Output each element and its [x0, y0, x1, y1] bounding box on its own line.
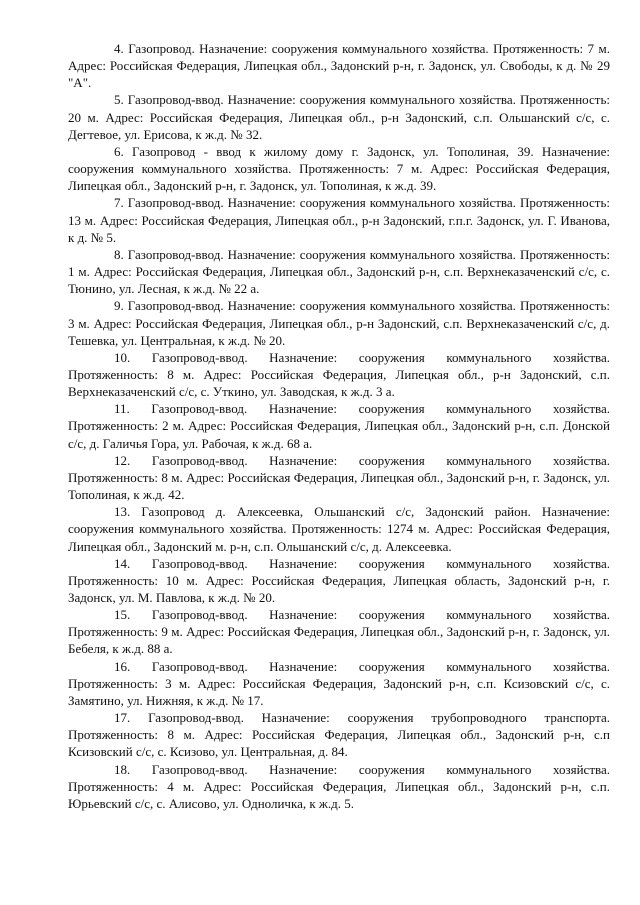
list-item-11: 11. Газопровод-ввод. Назначение: сооружения коммунального хозяйства. Протяженность: 2 м. Адрес: Российская Федерация, Липецкая обл., Задонский р-н, с.п. Донской с/с, д. Галичья Гора, ул. Рабочая, к ж.д. 68 а. [68, 401, 610, 451]
list-item-8: 8. Газопровод-ввод. Назначение: сооружения коммунального хозяйства. Протяженность: 1 м. Адрес: Российская Федерация, Липецкая обл., Задонский р-н, с.п. Верхнеказаченский с/с, с. Тюнино, ул. Лесная, к ж.д. № 22 а. [68, 246, 610, 297]
list-item-18: 18. Газопровод-ввод. Назначение: сооружения коммунального хозяйства. Протяженность: 4 м. Адрес: Российская Федерация, Липецкая обл., Задонский р-н, с.п. Юрьевский с/с, с. Алисово, ул. Одноличка, к ж.д. 5. [68, 761, 610, 811]
list-item-4: 4. Газопровод. Назначение: сооружения коммунального хозяйства. Протяженность: 7 м. Адрес: Российская Федерация, Липецкая обл., Задонский р-н, г. Задонск, ул. Свободы, к д. № 29 "А". [68, 41, 610, 91]
list-item-14: 14. Газопровод-ввод. Назначение: сооружения коммунального хозяйства. Протяженность: 10 м. Адрес: Российская Федерация, Липецкая область, Задонский р-н, г. Задонск, ул. М. Павлова, к ж.д. № 20. [68, 555, 610, 605]
list-item-9: 9. Газопровод-ввод. Назначение: сооружения коммунального хозяйства. Протяженность: 3 м. Адрес: Российская Федерация, Липецкая обл., р-н Задонский, с.п. Верхнеказаченский с/с, д. Тешевка, ул. Центральная, к ж.д. № 20. [68, 298, 610, 348]
list-item-17: 17. Газопровод-ввод. Назначение: сооружения трубопроводного транспорта. Протяженность: 8 м. Адрес: Российская Федерация, Липецкая обл., Задонский р-н, с.п Ксизовский с/с, с. Ксизово, ул. Центральная, д. 84. [68, 710, 610, 760]
list-item-16: 16. Газопровод-ввод. Назначение: сооружения коммунального хозяйства. Протяженность: 3 м. Адрес: Российская Федерация, Задонский р-н, с.п. Ксизовский с/с, с. Замятино, ул. Нижняя, к ж.д. № 17. [68, 658, 610, 708]
list-item-6: 6. Газопровод - ввод к жилому дому г. Задонск, ул. Тополиная, 39. Назначение: сооружения коммунального хозяйства. Протяженность: 7 м. Адрес: Российская Федерация, Липецкая обл., Задонский р-н, г. Задонск, ул. Тополиная, к ж.д. 39. [68, 143, 610, 194]
list-item-5: 5. Газопровод-ввод. Назначение: сооружения коммунального хозяйства. Протяженность: 20 м. Адрес: Российская Федерация, Липецкая обл., р-н Задонский, с.п. Ольшанский с/с, с. Дегтевое, ул. Ерисова, к ж.д. № 32. [68, 92, 610, 142]
list-item-10: 10. Газопровод-ввод. Назначение: сооружения коммунального хозяйства. Протяженность: 8 м. Адрес: Российская Федерация, Липецкая обл., р-н Задонский, с.п. Верхнеказаченский с/с, с. Уткино, ул. Заводская, к ж.д. 3 а. [68, 349, 610, 400]
list-item-15: 15. Газопровод-ввод. Назначение: сооружения коммунального хозяйства. Протяженность: 9 м. Адрес: Российская Федерация, Липецкая обл., Задонский р-н, г. Задонск, ул. Бебеля, к ж.д. 88 а. [68, 607, 610, 657]
list-item-7: 7. Газопровод-ввод. Назначение: сооружения коммунального хозяйства. Протяженность: 13 м. Адрес: Российская Федерация, Липецкая обл., р-н Задонский, г.п.г. Задонск, ул. Г. Иванова, к д. № 5. [68, 195, 610, 245]
document-page [68, 40, 610, 812]
list-item-13: 13. Газопровод д. Алексеевка, Ольшанский с/с, Задонский район. Назначение: сооружения коммунального хозяйства. Протяженность: 1274 м. Адрес: Российская Федерация, Липецкая обл., Задонский м. р-н, с.п. Ольшанский с/с, д. Алексеевка. [68, 504, 610, 554]
list-item-12: 12. Газопровод-ввод. Назначение: сооружения коммунального хозяйства. Протяженность: 8 м. Адрес: Российская Федерация, Липецкая обл., Задонский р-н, г. Задонск, ул. Тополиная, к ж.д. 42. [68, 452, 610, 503]
